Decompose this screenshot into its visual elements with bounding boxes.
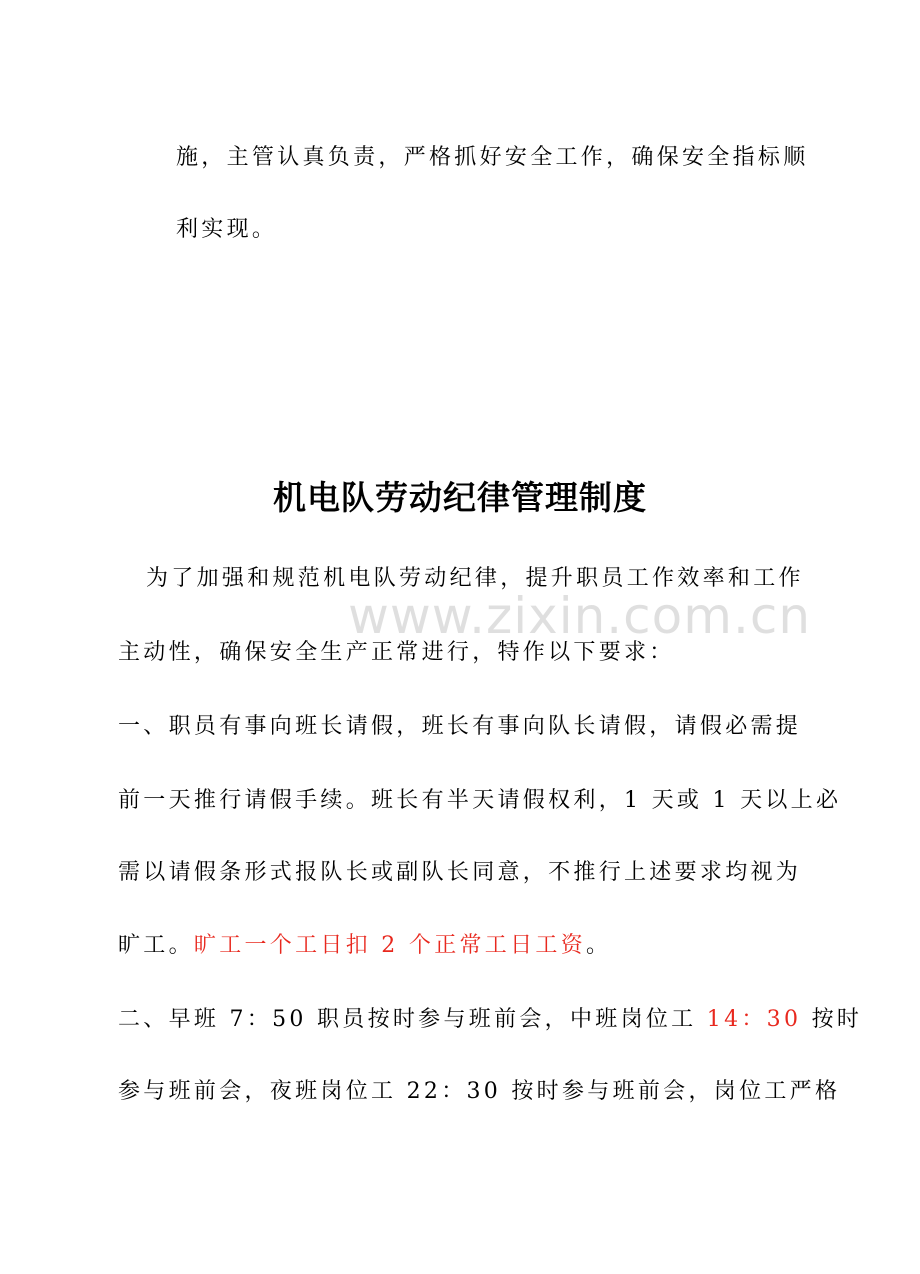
item1-line-4-end: 。 — [586, 933, 612, 958]
intro-line-2: 主动性，确保安全生产正常进行，特作以下要求： — [118, 640, 675, 665]
intro-line-1: 为了加强和规范机电队劳动纪律，提升职员工作效率和工作 — [146, 566, 804, 591]
midshift-time-highlight: 14：30 — [706, 1007, 802, 1032]
item1-line-1: 一、职员有事向班长请假，班长有事向队长请假，请假必需提 — [118, 714, 802, 739]
item1-line-2: 前一天推行请假手续。班长有半天请假权利，1 天或 1 天以上必 — [118, 788, 842, 813]
item1-line-4 — [118, 931, 611, 961]
top-paragraph-line-1: 施，主管认真负责，严格抓好安全工作，确保安全指标顺 — [176, 145, 809, 170]
item2-line-2: 参与班前会，夜班岗位工 22：30 按时参与班前会，岗位工严格 — [118, 1079, 841, 1104]
watermark: www.zixin.com.cn — [348, 587, 812, 645]
item1-line-3: 需以请假条形式报队长或副队长同意，不推行上述要求均视为 — [118, 860, 802, 885]
penalty-highlight: 旷工一个工日扣 2 个正常工日工资 — [193, 933, 586, 958]
document-title: 机电队劳动纪律管理制度 — [273, 478, 647, 517]
item1-line-4-start: 旷工。 — [118, 933, 194, 958]
item2-line-1 — [118, 1005, 862, 1035]
item2-line-1-start: 二、早班 7：50 职员按时参与班前会，中班岗位工 — [118, 1007, 707, 1032]
item2-line-1-end: 按时 — [801, 1007, 863, 1032]
top-paragraph-line-2: 利实现。 — [176, 217, 278, 242]
